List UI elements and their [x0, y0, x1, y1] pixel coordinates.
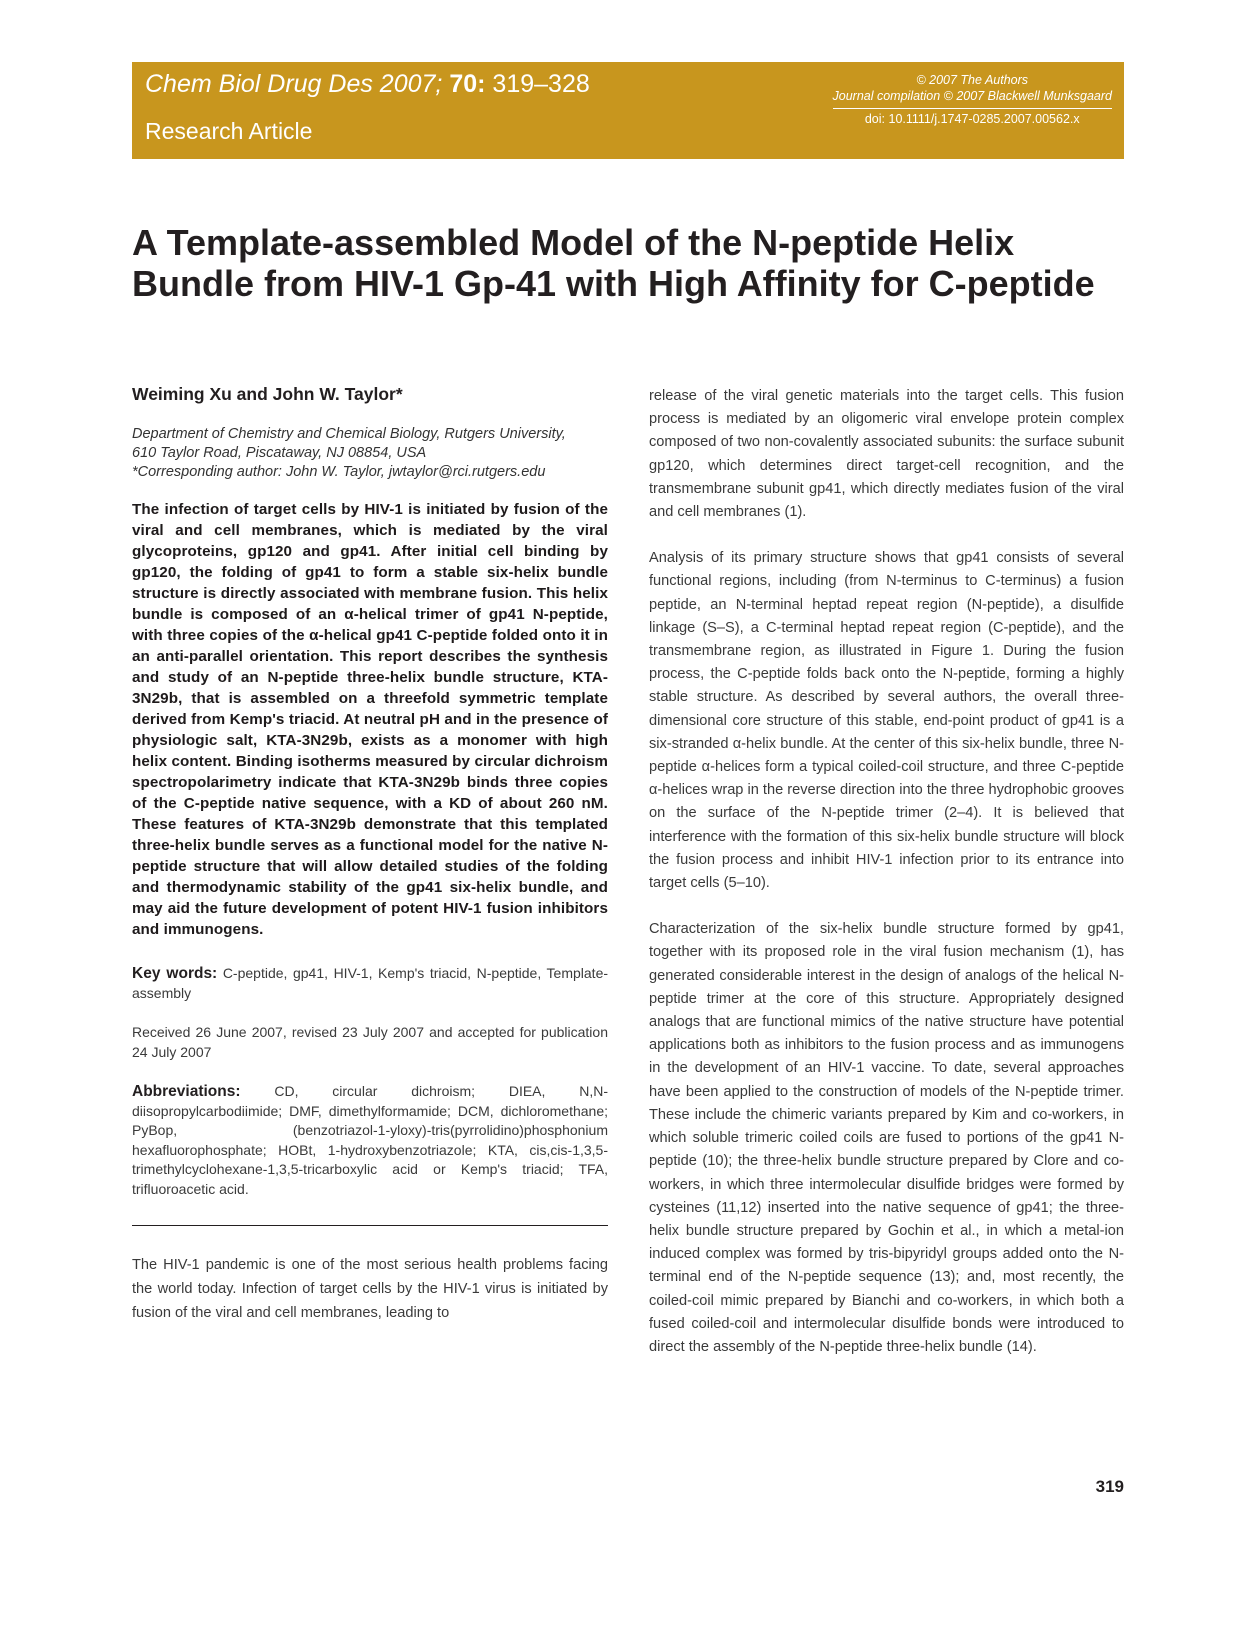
- abbreviations-text: CD, circular dichroism; DIEA, N,N-diisopropylcarbodiimide; DMF, dimethylformamide; DCM, dichloromethane; PyBop, (benzotriazol-1-yloxy)-tris(pyrrolidino)phosphonium hexafluorophosphate; HOBt, 1-hydroxybenzotriazole; KTA, cis,cis-1,3,5-trimethylcyclohexane-1,3,5-tricarboxylic acid or Kemp's triacid; TFA, trifluoroacetic acid.: [132, 1083, 608, 1197]
- keywords-label: Key words:: [132, 965, 218, 982]
- journal-banner: [132, 62, 1124, 159]
- journal-pages: 319–328: [492, 70, 590, 98]
- body-paragraph-3: Characterization of the six-helix bundle structure formed by gp41, together with its proposed role in the viral fusion mechanism (1), has generated considerable interest in the design of analogs of the helical N-peptide trimer at the core of this structure. Appropriately designed analogs that are functional mimics of the native structure have potential applications both as inhibitors to the fusion process and as immunogens in the development of an HIV-1 vaccine. To date, several approaches have been applied to the construction of models of the N-peptide trimer. These include the chimeric variants prepared by Kim and co-workers, in which soluble trimeric coiled coils are fused to portions of the gp41 N-peptide (10); the three-helix bundle structure prepared by Clore and co-workers, in which three intermolecular disulfide bridges were formed by cysteines (11,12) inserted into the native sequence of gp41; the three-helix bundle structure prepared by Gochin et al., in which a metal-ion induced complex was formed by tris-bipyridyl groups added onto the N-terminal end of the N-peptide sequence (13); and, most recently, the coiled-coil mimic prepared by Bianchi and co-workers, in which both a fused coiled-coil and intermolecular disulfide bonds were introduced to direct the assembly of the N-peptide three-helix bundle (14).: [649, 921, 1124, 1355]
- left-column: [132, 384, 608, 1325]
- page-number: 319: [1095, 1477, 1124, 1496]
- affiliation-line-1: Department of Chemistry and Chemical Biology, Rutgers University,: [132, 426, 566, 442]
- right-column: [649, 385, 1124, 1359]
- author-list: Weiming Xu and John W. Taylor*: [132, 384, 403, 404]
- abstract: The infection of target cells by HIV-1 is initiated by fusion of the viral and cell membranes, which is mediated by the viral glycoproteins, gp120 and gp41. After initial cell binding by gp120, the folding of gp41 to form a stable six-helix bundle structure is directly associated with membrane fusion. This helix bundle is composed of an α-helical trimer of gp41 N-peptide, with three copies of the α-helical gp41 C-peptide folded onto it in an anti-parallel orientation. This report describes the synthesis and study of an N-peptide three-helix bundle structure, KTA-3N29b, that is assembled on a threefold symmetric template derived from Kemp's triacid. At neutral pH and in the presence of physiologic salt, KTA-3N29b, exists as a monomer with high helix content. Binding isotherms measured by circular dichroism spectropolarimetry indicate that KTA-3N29b binds three copies of the C-peptide native sequence, with a KD of about 260 nM. These features of KTA-3N29b demonstrate that this templated three-helix bundle serves as a functional model for the native N-peptide structure that will allow detailed studies of the folding and thermodynamic stability of the gp41 six-helix bundle, and may aid the future development of potent HIV-1 fusion inhibitors and immunogens.: [132, 501, 608, 938]
- copyright-line: © 2007 The Authors: [916, 73, 1029, 87]
- compilation-line: Journal compilation © 2007 Blackwell Munksgaard: [832, 89, 1112, 103]
- doi-link[interactable]: doi: 10.1111/j.1747-0285.2007.00562.x: [833, 108, 1113, 127]
- abbreviations: [132, 1082, 608, 1199]
- article-type: Research Article: [145, 118, 313, 144]
- corresponding-author: *Corresponding author: John W. Taylor, jwtaylor@rci.rutgers.edu: [132, 464, 546, 480]
- abbreviations-label: Abbreviations:: [132, 1083, 241, 1100]
- section-divider: [132, 1225, 608, 1226]
- journal-volume: 70:: [449, 70, 486, 98]
- intro-paragraph: The HIV-1 pandemic is one of the most serious health problems facing the world today. Infection of target cells by the HIV-1 virus is initiated by fusion of the viral and cell membranes, leading to: [132, 1257, 608, 1321]
- body-paragraph-1: release of the viral genetic materials into the target cells. This fusion process is mediated by an oligomeric viral envelope protein complex composed of two non-covalently associated subunits: the surface subunit gp120, which determines direct target-cell recognition, and the transmembrane subunit gp41, which directly mediates fusion of the viral and cell membranes (1).: [649, 388, 1124, 521]
- affiliation-line-2: 610 Taylor Road, Piscataway, NJ 08854, USA: [132, 445, 427, 461]
- keywords-text: C-peptide, gp41, HIV-1, Kemp's triacid, N-peptide, Template-assembly: [132, 965, 609, 1001]
- journal-citation: [145, 70, 590, 99]
- affiliation: [132, 425, 608, 482]
- copyright-block: [833, 72, 1113, 127]
- body-paragraph-2: Analysis of its primary structure shows that gp41 consists of several functional regions, including (from N-terminus to C-terminus) a fusion peptide, an N-terminal heptad repeat region (N-peptide), a disulfide linkage (S–S), a C-terminal heptad repeat region (C-peptide), and the transmembrane region, as illustrated in Figure 1. During the fusion process, the C-peptide folds back onto the N-peptide, forming a highly stable structure. As described by several authors, the overall three-dimensional core structure of this stable, end-point product of gp41 is a six-stranded α-helix bundle. At the center of this six-helix bundle, three N-peptide α-helices form a typical coiled-coil structure, and three C-peptide α-helices wrap in the reverse direction into the three hydrophobic grooves on the surface of the N-peptide trimer (2–4). It is believed that interference with the formation of this six-helix bundle structure will block the fusion process and inhibit HIV-1 infection prior to its entrance into target cells (5–10).: [649, 550, 1124, 892]
- article-title: A Template-assembled Model of the N-peptide Helix Bundle from HIV-1 Gp-41 with High Affinity for C-peptide: [132, 222, 1095, 304]
- keywords: [132, 964, 608, 1003]
- received-dates: Received 26 June 2007, revised 23 July 2007 and accepted for publication 24 July 2007: [132, 1024, 608, 1060]
- journal-name: Chem Biol Drug Des 2007;: [145, 70, 443, 98]
